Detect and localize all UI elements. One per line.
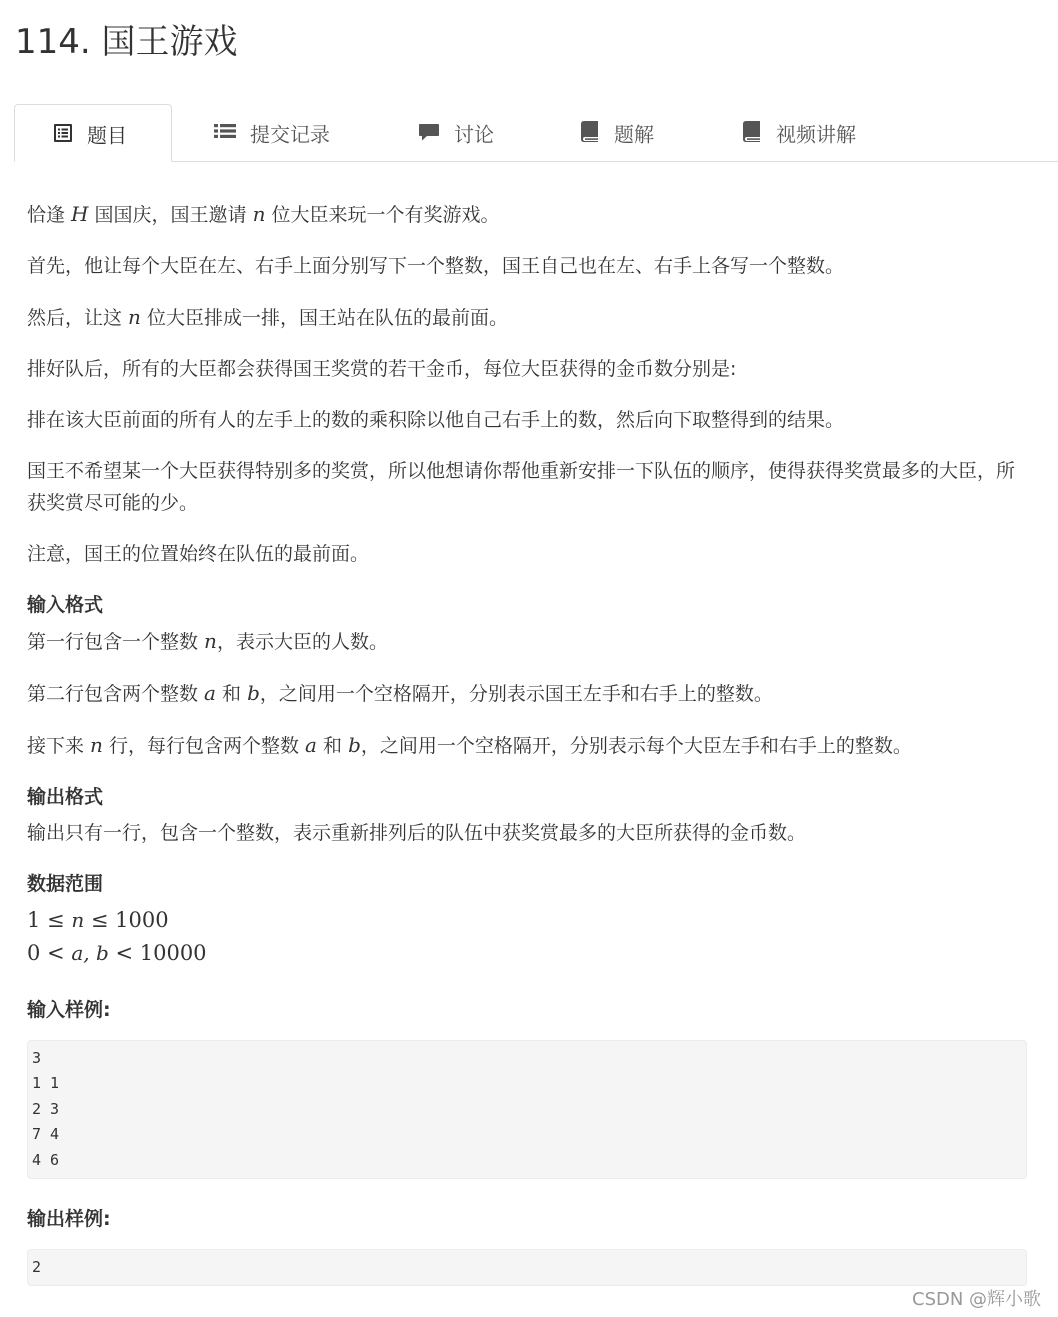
input-format-line: 接下来 n 行，每行包含两个整数 a 和 b，之间用一个空格隔开，分别表示每个大臣左手和右手上的整数。 [27,733,912,757]
range-line: 1 ≤ n ≤ 1000 [27,908,169,932]
problem-content [27,198,1031,1310]
tab-video-label: 视频讲解 [776,122,856,147]
tab-solutions[interactable] [580,104,654,162]
tab-video[interactable] [742,104,856,162]
tab-description[interactable] [14,104,172,162]
tab-solutions-label: 题解 [614,122,654,147]
statement-paragraph: 排好队后，所有的大臣都会获得国王奖赏的若干金币，每位大臣获得的金币数分别是: [27,358,737,380]
statement-paragraph: 首先，他让每个大臣在左、右手上面分别写下一个整数，国王自己也在左、右手上各写一个整数。 [27,255,845,277]
tab-description-label: 题目 [87,123,127,148]
data-range-heading: 数据范围 [27,873,104,895]
tab-submissions[interactable] [214,104,330,162]
statement-paragraph: 排在该大臣前面的所有人的左手上的数的乘积除以他自己右手上的数，然后向下取整得到的结果。 [27,409,845,431]
output-format-heading: 输出格式 [27,786,104,808]
statement-paragraph: 注意，国王的位置始终在队伍的最前面。 [27,543,370,565]
input-format-line: 第一行包含一个整数 n，表示大臣的人数。 [27,629,388,653]
range-line: 0 < a, b < 10000 [27,941,207,965]
math-var: n [128,305,141,329]
tab-discussion[interactable] [418,104,494,162]
description-icon [53,107,73,165]
sample-output-code[interactable]: 2 [27,1249,1027,1286]
problem-tabs [0,104,1058,162]
tab-discussion-label: 讨论 [454,122,494,147]
page-title: 114. 国王游戏 [15,22,238,62]
sample-input-code[interactable]: 3 1 1 2 3 7 4 4 6 [27,1040,1027,1179]
input-format-heading: 输入格式 [27,594,104,616]
list-icon [214,106,236,164]
statement-paragraph: 国王不希望某一个大臣获得特别多的奖赏，所以他想请你帮他重新安排一下队伍的顺序，使得获得奖赏最多的大臣，所获奖赏尽可能的少。 [27,460,1016,514]
math-var: n [252,202,266,226]
data-range-math [27,904,1031,970]
tab-submissions-label: 提交记录 [250,122,330,147]
sample-input-heading: 输入样例: [27,999,111,1021]
comment-icon [418,106,440,164]
statement-paragraph: 恰逢 H 国国庆，国王邀请 n 位大臣来玩一个有奖游戏。 [27,202,500,226]
output-format-text: 输出只有一行，包含一个整数，表示重新排列后的队伍中获奖赏最多的大臣所获得的金币数。 [27,822,807,844]
math-var: H [71,202,89,226]
sample-output-heading: 输出样例: [27,1208,111,1231]
watermark: CSDN @辉小歌 [912,1289,1042,1310]
input-format-line: 第二行包含两个整数 a 和 b，之间用一个空格隔开，分别表示国王左手和右手上的整数。 [27,681,773,705]
book-icon [742,106,762,164]
book-icon [580,106,600,164]
statement-paragraph: 然后，让这 n 位大臣排成一排，国王站在队伍的最前面。 [27,305,508,329]
